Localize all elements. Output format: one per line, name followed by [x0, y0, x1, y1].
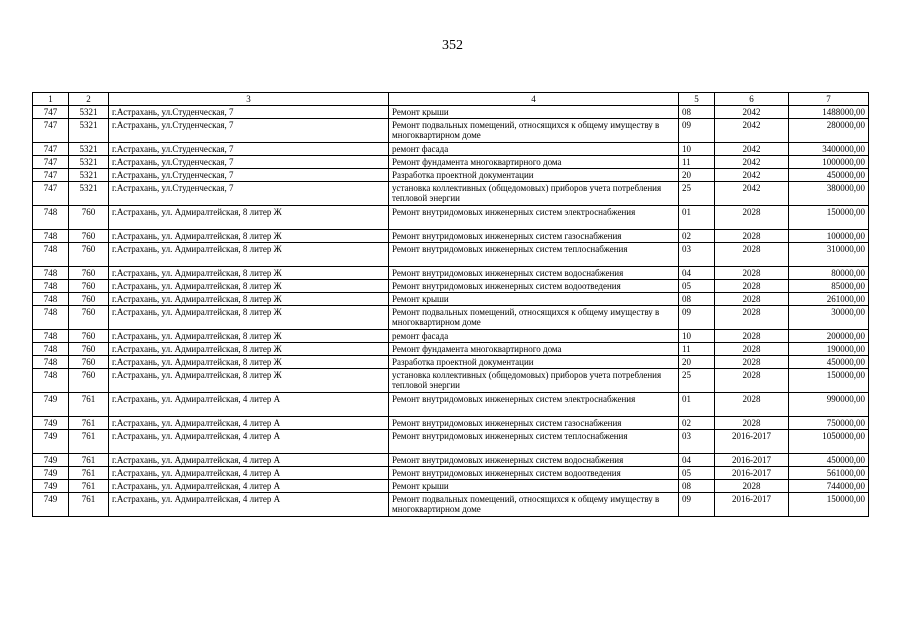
table-row	[33, 293, 869, 306]
registry-table	[32, 92, 869, 517]
row-number-cell: 748	[33, 230, 69, 243]
cost-cell: 261000,00	[789, 293, 869, 306]
table-row	[33, 156, 869, 169]
year-cell: 2028	[715, 480, 789, 493]
table-row	[33, 393, 869, 417]
row-number-cell: 749	[33, 493, 69, 517]
table-row	[33, 417, 869, 430]
year-cell: 2028	[715, 230, 789, 243]
house-id-cell: 761	[69, 480, 109, 493]
cost-cell: 380000,00	[789, 182, 869, 206]
table-row	[33, 493, 869, 517]
cost-cell: 280000,00	[789, 119, 869, 143]
row-number-cell: 748	[33, 293, 69, 306]
work-code-cell: 20	[679, 356, 715, 369]
house-id-cell: 761	[69, 454, 109, 467]
cost-cell: 80000,00	[789, 267, 869, 280]
cost-cell: 561000,00	[789, 467, 869, 480]
work-code-cell: 25	[679, 182, 715, 206]
house-id-cell: 761	[69, 467, 109, 480]
work-type-cell: Ремонт фундамента многоквартирного дома	[389, 343, 679, 356]
cost-cell: 450000,00	[789, 169, 869, 182]
table-row	[33, 267, 869, 280]
header-row	[33, 93, 869, 106]
cost-cell: 200000,00	[789, 330, 869, 343]
cost-cell: 744000,00	[789, 480, 869, 493]
address-cell: г.Астрахань, ул. Адмиралтейская, 8 литер Ж	[109, 330, 389, 343]
house-id-cell: 5321	[69, 119, 109, 143]
cost-cell: 85000,00	[789, 280, 869, 293]
house-id-cell: 5321	[69, 143, 109, 156]
work-type-cell: Ремонт внутридомовых инженерных систем водоотведения	[389, 280, 679, 293]
row-number-cell: 748	[33, 206, 69, 230]
row-number-cell: 747	[33, 119, 69, 143]
address-cell: г.Астрахань, ул. Адмиралтейская, 8 литер Ж	[109, 280, 389, 293]
year-cell: 2016-2017	[715, 467, 789, 480]
row-number-cell: 748	[33, 306, 69, 330]
table-row	[33, 343, 869, 356]
house-id-cell: 760	[69, 356, 109, 369]
year-cell: 2042	[715, 156, 789, 169]
year-cell: 2028	[715, 417, 789, 430]
work-code-cell: 08	[679, 106, 715, 119]
address-cell: г.Астрахань, ул. Адмиралтейская, 8 литер Ж	[109, 356, 389, 369]
year-cell: 2028	[715, 267, 789, 280]
house-id-cell: 760	[69, 293, 109, 306]
year-cell: 2028	[715, 306, 789, 330]
year-cell: 2028	[715, 356, 789, 369]
year-cell: 2042	[715, 182, 789, 206]
house-id-cell: 760	[69, 330, 109, 343]
house-id-cell: 5321	[69, 156, 109, 169]
row-number-cell: 749	[33, 417, 69, 430]
work-type-cell: Ремонт внутридомовых инженерных систем газоснабжения	[389, 417, 679, 430]
work-type-cell: Ремонт крыши	[389, 480, 679, 493]
row-number-cell: 749	[33, 454, 69, 467]
cost-cell: 1050000,00	[789, 430, 869, 454]
year-cell: 2016-2017	[715, 454, 789, 467]
work-type-cell: Разработка проектной документации	[389, 356, 679, 369]
house-id-cell: 760	[69, 306, 109, 330]
cost-cell: 750000,00	[789, 417, 869, 430]
work-code-cell: 03	[679, 430, 715, 454]
column-header: 2	[69, 93, 109, 106]
row-number-cell: 748	[33, 356, 69, 369]
work-type-cell: Ремонт внутридомовых инженерных систем теплоснабжения	[389, 430, 679, 454]
house-id-cell: 761	[69, 493, 109, 517]
work-code-cell: 08	[679, 293, 715, 306]
year-cell: 2028	[715, 280, 789, 293]
row-number-cell: 749	[33, 480, 69, 493]
house-id-cell: 760	[69, 230, 109, 243]
house-id-cell: 760	[69, 206, 109, 230]
house-id-cell: 760	[69, 369, 109, 393]
work-type-cell: Ремонт внутридомовых инженерных систем водоснабжения	[389, 267, 679, 280]
house-id-cell: 760	[69, 267, 109, 280]
row-number-cell: 748	[33, 280, 69, 293]
work-code-cell: 02	[679, 230, 715, 243]
cost-cell: 450000,00	[789, 356, 869, 369]
work-code-cell: 10	[679, 143, 715, 156]
year-cell: 2042	[715, 169, 789, 182]
work-type-cell: Ремонт внутридомовых инженерных систем водоотведения	[389, 467, 679, 480]
row-number-cell: 749	[33, 393, 69, 417]
row-number-cell: 747	[33, 106, 69, 119]
work-code-cell: 02	[679, 417, 715, 430]
work-code-cell: 04	[679, 267, 715, 280]
table-row	[33, 480, 869, 493]
column-header: 1	[33, 93, 69, 106]
table-row	[33, 143, 869, 156]
house-id-cell: 760	[69, 343, 109, 356]
table-row	[33, 243, 869, 267]
cost-cell: 990000,00	[789, 393, 869, 417]
row-number-cell: 747	[33, 156, 69, 169]
page-number: 352	[442, 38, 463, 53]
address-cell: г.Астрахань, ул. Адмиралтейская, 4 литер А	[109, 417, 389, 430]
work-code-cell: 01	[679, 206, 715, 230]
work-code-cell: 09	[679, 493, 715, 517]
table-row	[33, 369, 869, 393]
table-row	[33, 356, 869, 369]
work-type-cell: Ремонт подвальных помещений, относящихся к общему имуществу в многоквартирном доме	[389, 493, 679, 517]
row-number-cell: 747	[33, 143, 69, 156]
work-type-cell: Ремонт фундамента многоквартирного дома	[389, 156, 679, 169]
table-row	[33, 230, 869, 243]
work-type-cell: Ремонт внутридомовых инженерных систем водоснабжения	[389, 454, 679, 467]
address-cell: г.Астрахань, ул.Студенческая, 7	[109, 169, 389, 182]
row-number-cell: 748	[33, 243, 69, 267]
year-cell: 2028	[715, 330, 789, 343]
column-header: 6	[715, 93, 789, 106]
work-code-cell: 10	[679, 330, 715, 343]
house-id-cell: 5321	[69, 106, 109, 119]
address-cell: г.Астрахань, ул.Студенческая, 7	[109, 156, 389, 169]
row-number-cell: 748	[33, 267, 69, 280]
address-cell: г.Астрахань, ул. Адмиралтейская, 8 литер Ж	[109, 243, 389, 267]
address-cell: г.Астрахань, ул. Адмиралтейская, 8 литер Ж	[109, 267, 389, 280]
house-id-cell: 5321	[69, 182, 109, 206]
row-number-cell: 749	[33, 430, 69, 454]
work-code-cell: 05	[679, 280, 715, 293]
work-code-cell: 20	[679, 169, 715, 182]
house-id-cell: 761	[69, 393, 109, 417]
column-header: 7	[789, 93, 869, 106]
year-cell: 2016-2017	[715, 430, 789, 454]
row-number-cell: 747	[33, 169, 69, 182]
address-cell: г.Астрахань, ул. Адмиралтейская, 4 литер А	[109, 493, 389, 517]
year-cell: 2028	[715, 393, 789, 417]
table-row	[33, 119, 869, 143]
cost-cell: 1000000,00	[789, 156, 869, 169]
work-type-cell: установка коллективных (общедомовых) приборов учета потребления тепловой энергии	[389, 182, 679, 206]
cost-cell: 190000,00	[789, 343, 869, 356]
address-cell: г.Астрахань, ул. Адмиралтейская, 8 литер Ж	[109, 293, 389, 306]
year-cell: 2042	[715, 106, 789, 119]
year-cell: 2028	[715, 243, 789, 267]
address-cell: г.Астрахань, ул. Адмиралтейская, 8 литер Ж	[109, 369, 389, 393]
cost-cell: 450000,00	[789, 454, 869, 467]
column-header: 3	[109, 93, 389, 106]
address-cell: г.Астрахань, ул.Студенческая, 7	[109, 182, 389, 206]
table-row	[33, 206, 869, 230]
work-code-cell: 11	[679, 156, 715, 169]
table-row	[33, 430, 869, 454]
work-code-cell: 04	[679, 454, 715, 467]
work-code-cell: 09	[679, 306, 715, 330]
cost-cell: 1488000,00	[789, 106, 869, 119]
address-cell: г.Астрахань, ул. Адмиралтейская, 8 литер Ж	[109, 206, 389, 230]
year-cell: 2028	[715, 293, 789, 306]
year-cell: 2028	[715, 343, 789, 356]
cost-cell: 30000,00	[789, 306, 869, 330]
row-number-cell: 748	[33, 369, 69, 393]
work-type-cell: Ремонт внутридомовых инженерных систем электроснабжения	[389, 393, 679, 417]
work-code-cell: 05	[679, 467, 715, 480]
column-header: 5	[679, 93, 715, 106]
work-code-cell: 09	[679, 119, 715, 143]
work-type-cell: ремонт фасада	[389, 143, 679, 156]
work-type-cell: Ремонт внутридомовых инженерных систем теплоснабжения	[389, 243, 679, 267]
cost-cell: 150000,00	[789, 369, 869, 393]
work-type-cell: Разработка проектной документации	[389, 169, 679, 182]
work-code-cell: 01	[679, 393, 715, 417]
address-cell: г.Астрахань, ул. Адмиралтейская, 4 литер А	[109, 480, 389, 493]
address-cell: г.Астрахань, ул.Студенческая, 7	[109, 143, 389, 156]
work-type-cell: Ремонт подвальных помещений, относящихся к общему имуществу в многоквартирном доме	[389, 119, 679, 143]
work-code-cell: 03	[679, 243, 715, 267]
address-cell: г.Астрахань, ул. Адмиралтейская, 4 литер А	[109, 393, 389, 417]
work-code-cell: 08	[679, 480, 715, 493]
house-id-cell: 760	[69, 280, 109, 293]
work-type-cell: Ремонт внутридомовых инженерных систем газоснабжения	[389, 230, 679, 243]
work-code-cell: 11	[679, 343, 715, 356]
table-row	[33, 306, 869, 330]
year-cell: 2028	[715, 369, 789, 393]
work-type-cell: ремонт фасада	[389, 330, 679, 343]
house-id-cell: 760	[69, 243, 109, 267]
address-cell: г.Астрахань, ул. Адмиралтейская, 8 литер Ж	[109, 230, 389, 243]
address-cell: г.Астрахань, ул. Адмиралтейская, 8 литер Ж	[109, 343, 389, 356]
table-row	[33, 169, 869, 182]
cost-cell: 150000,00	[789, 493, 869, 517]
cost-cell: 3400000,00	[789, 143, 869, 156]
house-id-cell: 5321	[69, 169, 109, 182]
row-number-cell: 749	[33, 467, 69, 480]
registry-body	[33, 106, 869, 517]
row-number-cell: 747	[33, 182, 69, 206]
cost-cell: 150000,00	[789, 206, 869, 230]
work-type-cell: Ремонт подвальных помещений, относящихся к общему имуществу в многоквартирном доме	[389, 306, 679, 330]
address-cell: г.Астрахань, ул. Адмиралтейская, 4 литер А	[109, 430, 389, 454]
year-cell: 2028	[715, 206, 789, 230]
work-type-cell: Ремонт крыши	[389, 293, 679, 306]
work-code-cell: 25	[679, 369, 715, 393]
address-cell: г.Астрахань, ул. Адмиралтейская, 4 литер А	[109, 467, 389, 480]
table-row	[33, 330, 869, 343]
table-row	[33, 467, 869, 480]
year-cell: 2016-2017	[715, 493, 789, 517]
row-number-cell: 748	[33, 343, 69, 356]
column-header: 4	[389, 93, 679, 106]
table-row	[33, 280, 869, 293]
work-type-cell: Ремонт крыши	[389, 106, 679, 119]
year-cell: 2042	[715, 119, 789, 143]
address-cell: г.Астрахань, ул.Студенческая, 7	[109, 106, 389, 119]
year-cell: 2042	[715, 143, 789, 156]
cost-cell: 100000,00	[789, 230, 869, 243]
house-id-cell: 761	[69, 417, 109, 430]
address-cell: г.Астрахань, ул. Адмиралтейская, 4 литер А	[109, 454, 389, 467]
work-type-cell: установка коллективных (общедомовых) приборов учета потребления тепловой энергии	[389, 369, 679, 393]
house-id-cell: 761	[69, 430, 109, 454]
table-row	[33, 106, 869, 119]
cost-cell: 310000,00	[789, 243, 869, 267]
work-type-cell: Ремонт внутридомовых инженерных систем электроснабжения	[389, 206, 679, 230]
address-cell: г.Астрахань, ул. Адмиралтейская, 8 литер Ж	[109, 306, 389, 330]
table-row	[33, 182, 869, 206]
row-number-cell: 748	[33, 330, 69, 343]
address-cell: г.Астрахань, ул.Студенческая, 7	[109, 119, 389, 143]
table-row	[33, 454, 869, 467]
